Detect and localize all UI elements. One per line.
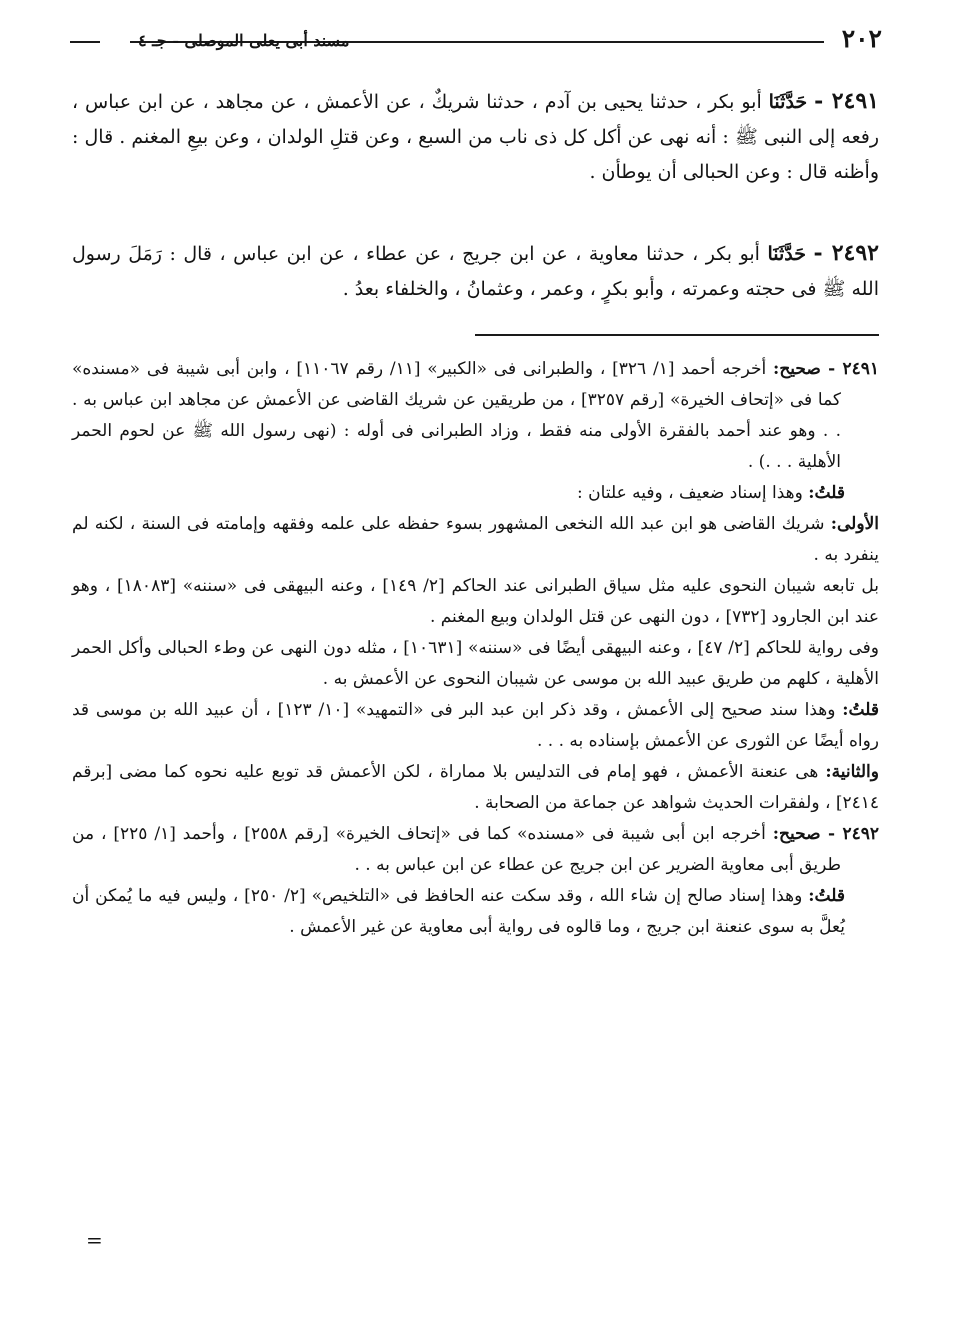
hadith-2492	[72, 236, 879, 307]
header-dash	[70, 41, 100, 43]
hadith-number: ٢٤٩٢ -	[813, 240, 879, 266]
footnote-2491	[72, 354, 879, 478]
hadith-number: ٢٤٩١ -	[814, 88, 879, 114]
footnote-qult-3: قلتُ: وهذا إسناد صالح إن شاء الله ، وقد سكت عنه الحافظ فى «التلخيص» [٢/ ٢٥٠] ، وليس فيه ما يُمكن أن يُعلَّ به سوى عنعنة ابن جريج ، وما قالوه فى رواية أبى معاوية عن غير الأعمش .	[72, 886, 845, 937]
hadith-2491	[72, 84, 879, 190]
footnotes	[72, 354, 879, 943]
footnote-text: أخرجه أحمد [١/ ٣٢٦] ، والطبرانى فى «الكبير» [١١/ رقم ١١٠٦٧] ، وابن أبى شيبة فى «مسنده» كما فى «إتحاف الخيرة» [رقم ٣٢٥٧] ، من طريقين عن شريك القاضى عن الأعمش عن مجاهد ابن عباس به . . . وهو عند أحمد بالفقرة الأولى منه فقط ، وزاد الطبرانى فى أوله : (نهى رسول الله ﷺ عن لحوم الحمر الأهلية . . .) .	[72, 359, 841, 472]
footnote-second-reason: والثانية: هى عنعنة الأعمش ، فهو إمام فى التدليس بلا مماراة ، لكن الأعمش قد توبع عليه نحوه كما مضى [برقم ٢٤١٤] ، ولفقرات الحديث شواهد عن جماعة من الصحابة .	[72, 762, 879, 813]
running-title: مسند أبى يعلى الموصلى - جـ ٤	[138, 31, 350, 50]
footnote-separator	[475, 334, 879, 336]
footnote-label: ٢٤٩٢ - صحيح:	[772, 824, 879, 844]
continuation-mark: =	[86, 1228, 103, 1252]
footnote-first-reason: الأولى: شريك القاضى هو ابن عبد الله النخعى المشهور بسوء حفظه على علمه وفقهه وإمامته فى السنة ، لكنه لم ينفرد به .	[72, 514, 879, 565]
footnote-qult-2: قلتُ: وهذا سند صحيح إلى الأعمش ، وقد ذكر ابن عبد البر فى «التمهيد» [١٠/ ١٢٣] ، أن عبيد الله بن موسى قد رواه أيضًا عن الثورى عن الأعمش بإسناده به . . .	[72, 700, 879, 751]
footnote-2492	[72, 819, 879, 881]
hadith-opening: حَدَّثَنَا	[768, 91, 808, 113]
hadith-text: أبو بكر ، حدثنا يحيى بن آدم ، حدثنا شريكٌ ، عن الأعمش ، عن مجاهد ، عن ابن عباس ، رفعه إلى النبى ﷺ : أنه نهى عن أكل كل ذى ناب من السبع ، وعن قتلِ الولدان ، وعن بيعِ المغنم . قال : وأظنه قال : وعن الحبالى أن يوطأن .	[72, 91, 879, 183]
footnote-riwaya: وفى رواية للحاكم [٢/ ٤٧] ، وعنه البيهقى أيضًا فى «سننه» [١٠٦٣١] ، مثله دون النهى عن وطء الحبالى وأكل الحمر الأهلية ، كلهم من طريق عبيد الله بن موسى عن شيبان النحوى عن الأعمش به .	[72, 638, 879, 689]
page-header	[70, 22, 882, 58]
footnote-label: ٢٤٩١ - صحيح:	[773, 359, 880, 379]
hadith-opening: حَدَّثَنَا	[767, 243, 806, 265]
hadith-text: أبو بكر ، حدثنا معاوية ، عن ابن جريج ، عن عطاء ، عن ابن عباس ، قال : رَمَلَ رسول الله ﷺ فى حجته وعمرته ، وأبو بكرٍ ، وعمر ، وعثمانُ ، والخلفاء بعدُ .	[72, 243, 879, 300]
footnote-text: أخرجه ابن أبى شيبة فى «مسنده» كما فى «إتحاف الخيرة» [رقم ٢٥٥٨] ، وأحمد [١/ ٢٢٥] ، من طريق أبى معاوية الضرير عن ابن جريج عن عطاء عن ابن عباس به . .	[72, 824, 841, 875]
page-number: ٢٠٢	[841, 24, 882, 53]
footnote-mutaba: بل تابعه شيبان النحوى عليه مثل سياق الطبرانى عند الحاكم [٢/ ١٤٩] ، وعنه البيهقى فى «سننه» [١٨٠٨٣] ، وهو عند ابن الجارود [٧٣٢] ، دون النهى عن قتل الولدان وبيع المغنم .	[72, 576, 879, 627]
footnote-qult-1: قلتُ: وهذا إسناد ضعيف ، وفيه علتان :	[577, 483, 845, 503]
